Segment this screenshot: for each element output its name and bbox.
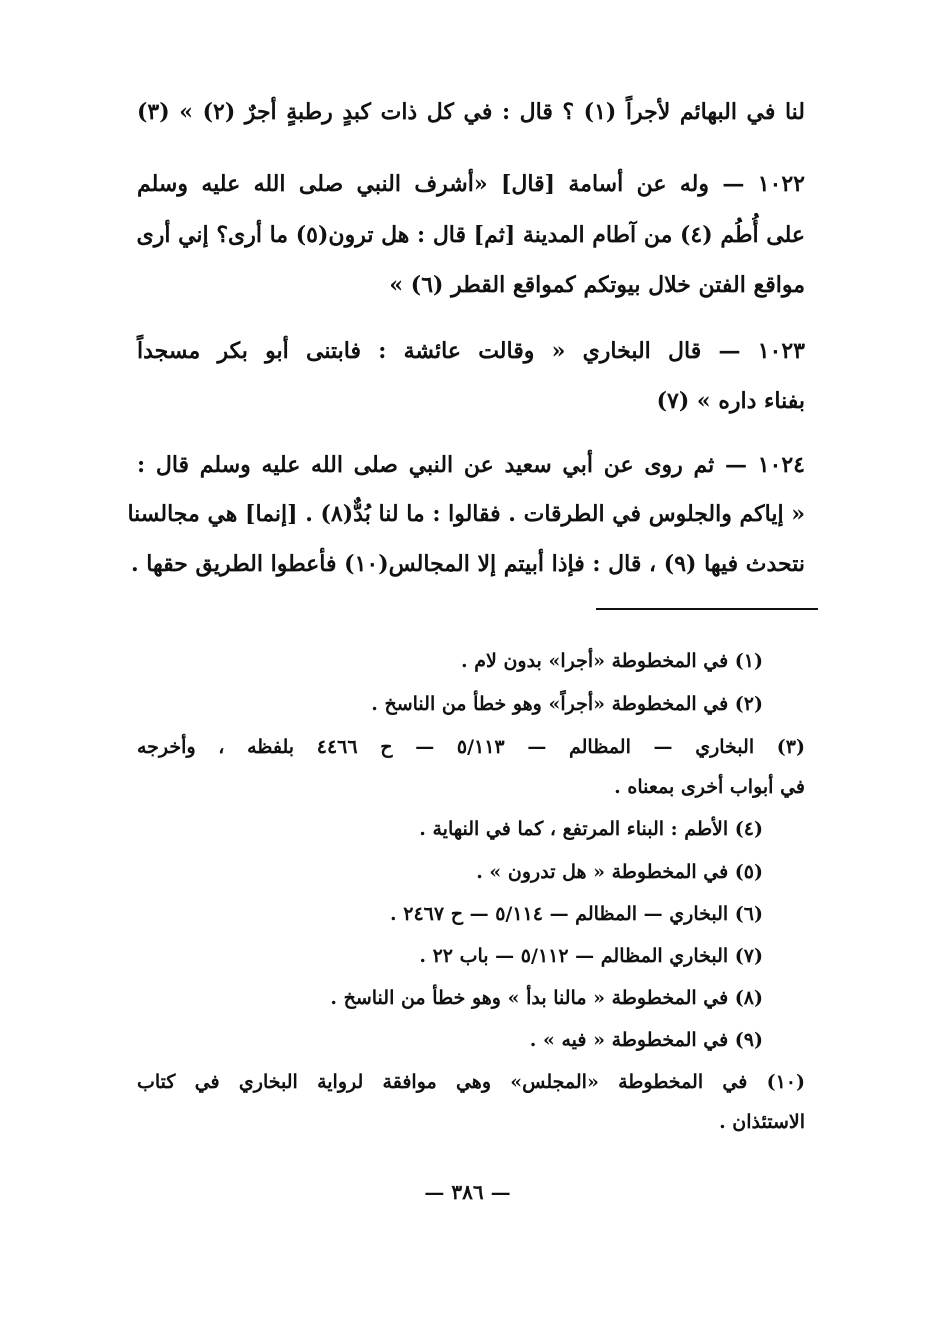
- footnote-7: (٧) البخاري المظالم — ٥/١١٢ — باب ٢٢ .: [419, 945, 763, 967]
- footnote-6: (٦) البخاري — المظالم — ٥/١١٤ — ح ٢٤٦٧ .: [390, 903, 763, 925]
- hadith-1023-line: بفناء داره » (٧): [656, 388, 805, 414]
- footnote-10-line: الاستئذان .: [719, 1111, 805, 1133]
- text-line: لنا في البهائم لأجراً (١) ؟ قال : في كل ذات كبدٍ رطبةٍ أجرٌ (٢) » (٣): [137, 99, 805, 125]
- hadith-1022-line: مواقع الفتن خلال بيوتكم كمواقع القطر (٦) »: [389, 272, 805, 298]
- hadith-1022-line: على أُطُم (٤) من آطام المدينة [ثم] قال : هل ترون(٥) ما أرى؟ إني أرى: [136, 222, 805, 248]
- footnote-3-line: (٣) البخاري — المظالم — ٥/١١٣ — ح ٤٤٦٦ بلفظه ، وأخرجه: [137, 736, 805, 758]
- footnote-4: (٤) الأطم : البناء المرتفع ، كما في النهاية .: [419, 818, 763, 840]
- footnote-8: (٨) في المخطوطة « مالنا بدأ » وهو خطأ من الناسخ .: [330, 987, 763, 1009]
- footnote-10-line: (١٠) في المخطوطة «المجلس» وهي موافقة لرواية البخاري في كتاب: [137, 1071, 805, 1093]
- hadith-1022-line: ١٠٢٢ — وله عن أسامة [قال] «أشرف النبي صلى الله عليه وسلم: [137, 171, 805, 197]
- hadith-1024-line: « إياكم والجلوس في الطرقات . فقالوا : ما لنا بُدٌّ(٨) . [إنما] هي مجالسنا: [127, 501, 805, 527]
- hadith-1024-line: نتحدث فيها (٩) ، قال : فإذا أبيتم إلا المجالس(١٠) فأعطوا الطريق حقها .: [130, 551, 805, 577]
- footnote-5: (٥) في المخطوطة « هل تدرون » .: [476, 861, 763, 883]
- page-number: — ٣٨٦ —: [424, 1180, 511, 1204]
- hadith-1024-line: ١٠٢٤ — ثم روى عن أبي سعيد عن النبي صلى الله عليه وسلم قال :: [137, 452, 805, 478]
- footnote-1: (١) في المخطوطة «أجرا» بدون لام .: [461, 650, 763, 672]
- footnote-9: (٩) في المخطوطة « فيه » .: [529, 1029, 763, 1051]
- footnote-2: (٢) في المخطوطة «أجراً» وهو خطأ من الناسخ .: [371, 693, 763, 715]
- footnote-divider: [596, 608, 818, 610]
- footnote-3-line: في أبواب أخرى بمعناه .: [614, 776, 805, 798]
- hadith-1023-line: ١٠٢٣ — قال البخاري « وقالت عائشة : فابتنى أبو بكر مسجداً: [137, 338, 805, 364]
